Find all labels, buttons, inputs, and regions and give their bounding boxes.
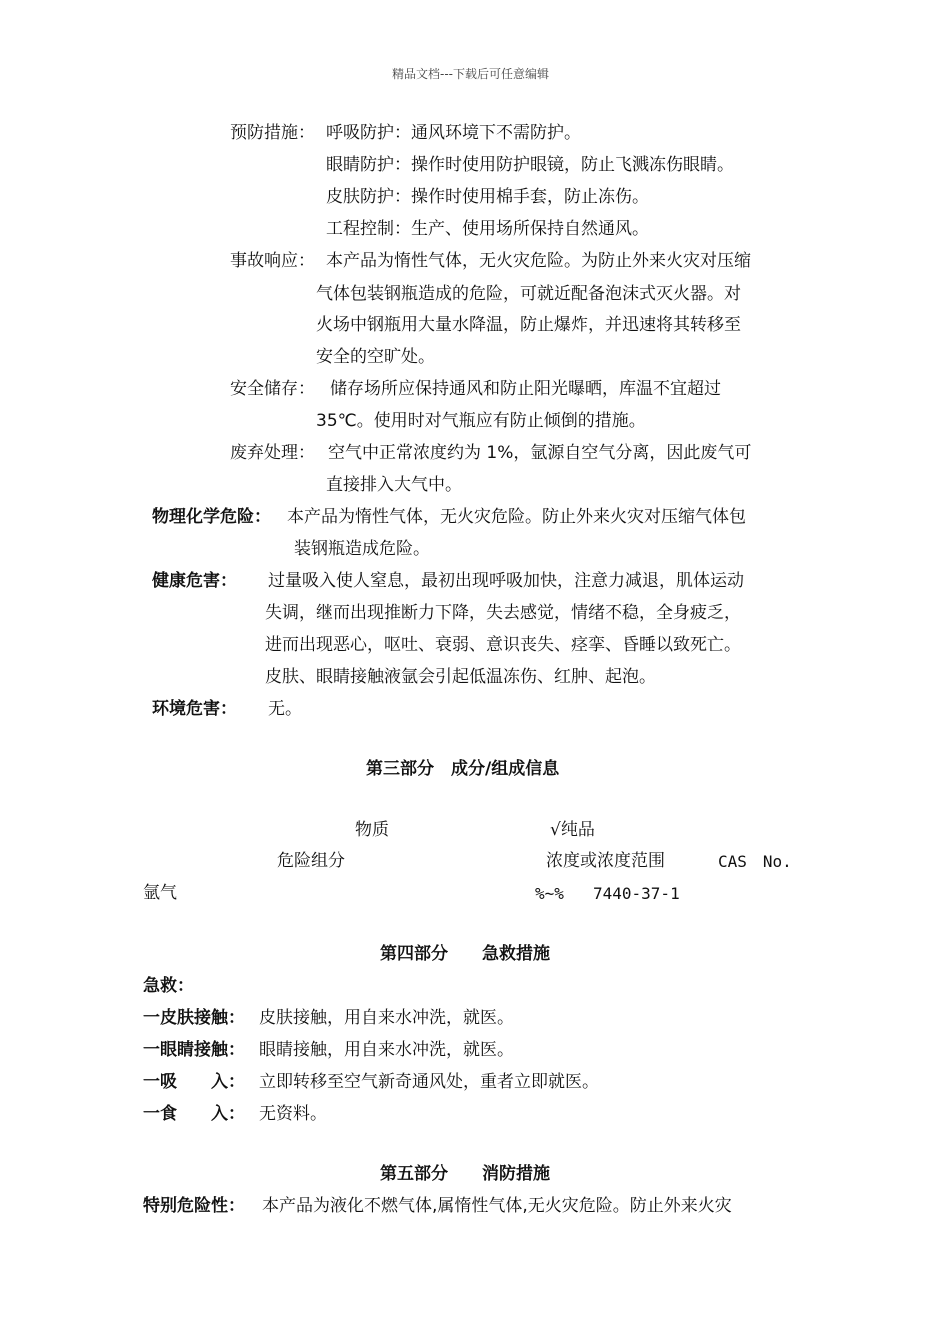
accident-line: 安全的空旷处。 [316,347,435,367]
accident-label: 事故响应： [230,251,315,271]
environment-label: 环境危害： [152,699,237,719]
ingestion-label: 一食 入： [143,1104,245,1124]
disposal-line: 空气中正常浓度约为 1%，氩源自空气分离，因此废气可 [328,443,752,463]
storage-line: 35℃。使用时对气瓶应有防止倾倒的措施。 [316,411,646,431]
prevention-eyes: 眼睛防护：操作时使用防护眼镜，防止飞溅冻伤眼睛。 [326,155,734,175]
prevention-skin: 皮肤防护：操作时使用棉手套，防止冻伤。 [326,187,649,207]
col-hazard-component: 危险组分 [277,851,345,871]
physchem-line: 本产品为惰性气体，无火灾危险。防止外来火灾对压缩气体包 [287,507,746,527]
col-cas-number: CAS No. [718,852,792,871]
section4-title: 第四部分 急救措施 [380,944,550,964]
component-concentration: %~% [535,884,564,903]
disposal-label: 废弃处理： [230,443,315,463]
skin-contact-text: 皮肤接触，用自来水冲洗，就医。 [259,1008,514,1028]
substance-label: 物质 [355,820,389,840]
pure-substance-label: √纯品 [550,820,595,840]
first-aid-label: 急救： [143,976,194,996]
disposal-line: 直接排入大气中。 [326,475,462,495]
prevention-respiratory: 呼吸防护：通风环境下不需防护。 [326,123,581,143]
eye-contact-text: 眼睛接触，用自来水冲洗，就医。 [259,1040,514,1060]
ingestion-text: 无资料。 [259,1104,327,1124]
prevention-label: 预防措施： [230,123,315,143]
health-line: 皮肤、眼睛接触液氩会引起低温冻伤、红肿、起泡。 [265,667,656,687]
prevention-engineering: 工程控制：生产、使用场所保持自然通风。 [326,219,649,239]
skin-contact-label: 一皮肤接触： [143,1008,245,1028]
section5-title: 第五部分 消防措施 [380,1164,550,1184]
special-hazard-text: 本产品为液化不燃气体,属惰性气体,无火灾危险。防止外来火灾 [262,1196,732,1216]
accident-line: 本产品为惰性气体，无火灾危险。为防止外来火灾对压缩 [326,251,751,271]
health-line: 过量吸入使人窒息，最初出现呼吸加快，注意力减退，肌体运动 [268,571,744,591]
page-header: 精品文档---下载后可任意编辑 [392,67,549,81]
inhalation-text: 立即转移至空气新奇通风处，重者立即就医。 [259,1072,599,1092]
component-name: 氩气 [143,883,177,903]
health-label: 健康危害： [152,571,237,591]
physchem-label: 物理化学危险： [152,507,271,527]
health-line: 进而出现恶心，呕吐、衰弱、意识丧失、痉挛、昏睡以致死亡。 [265,635,741,655]
inhalation-label: 一吸 入： [143,1072,245,1092]
component-cas: 7440-37-1 [593,884,680,903]
storage-label: 安全储存： [230,379,315,399]
eye-contact-label: 一眼睛接触： [143,1040,245,1060]
health-line: 失调，继而出现推断力下降，失去感觉，情绪不稳，全身疲乏， [265,603,741,623]
storage-line: 储存场所应保持通风和防止阳光曝晒，库温不宜超过 [330,379,721,399]
physchem-line: 装钢瓶造成危险。 [294,539,430,559]
special-hazard-label: 特别危险性： [143,1196,245,1216]
accident-line: 火场中钢瓶用大量水降温，防止爆炸，并迅速将其转移至 [316,315,741,335]
col-concentration: 浓度或浓度范围 [546,851,665,871]
accident-line: 气体包装钢瓶造成的危险，可就近配备泡沫式灭火器。对 [316,284,741,304]
section3-title: 第三部分 成分/组成信息 [366,759,560,779]
environment-text: 无。 [268,699,302,719]
